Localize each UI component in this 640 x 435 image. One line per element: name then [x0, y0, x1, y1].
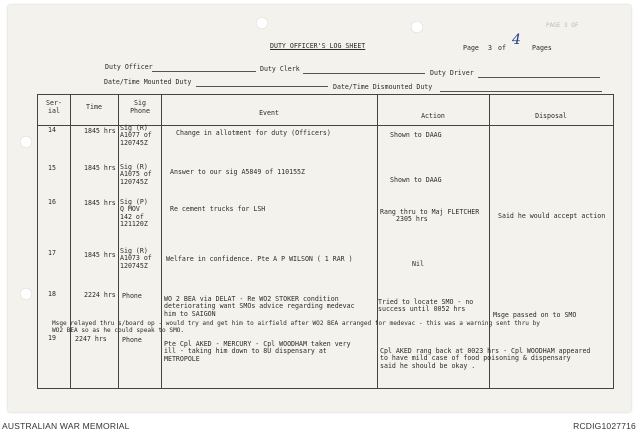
mounted-duty-label: Date/Time Mounted Duty: [104, 78, 192, 86]
duty-driver-label: Duty Driver: [430, 69, 474, 77]
entry-19-serial: 19: [48, 334, 56, 342]
corner-stamp: PAGE 3 OF: [546, 22, 579, 29]
duty-clerk-line: [303, 73, 425, 74]
entry-19-time: 2247 hrs: [75, 335, 107, 343]
entry-19-sig: Phone: [122, 336, 142, 344]
entry-16-sig: Sig (P) Q MOV 142 of 121120Z: [120, 198, 148, 229]
footer-source: AUSTRALIAN WAR MEMORIAL: [2, 421, 130, 431]
column-header-action: Action: [421, 112, 445, 120]
entry-15-sig: Sig (R) A1075 of 120745Z: [120, 163, 152, 186]
entry-16-time: 1845 hrs: [84, 199, 116, 207]
column-header-event: Event: [259, 109, 279, 117]
entry-14-time: 1845 hrs: [84, 127, 116, 135]
entry-18-action: Tried to locate SMO - no success until 0052 hrs: [378, 298, 474, 314]
entry-19-action: Cpl AKED rang back at 0023 hrs - Cpl WOODHAM appeared to have mild case of food poisoning & dispensary said he should be okay .: [380, 347, 591, 370]
punch-hole-top-left: [256, 17, 268, 29]
duty-driver-line: [478, 77, 600, 78]
page-number: 3: [488, 44, 492, 52]
entry-14-serial: 14: [48, 126, 56, 134]
punch-hole-side-upper: [20, 136, 32, 148]
entry-17-event: Welfare in confidence. Pte A P WILSON ( 1 RAR ): [166, 255, 353, 263]
entry-15-time: 1845 hrs: [84, 164, 116, 172]
page-label: Page: [463, 44, 479, 52]
entry-17-serial: 17: [48, 249, 56, 257]
punch-hole-side-lower: [20, 288, 32, 300]
entry-17-sig: Sig (R) A1073 of 120745Z: [120, 247, 152, 270]
overflow-remark-line-1: Msge relayed thru s/board op - would try and get him to airfield after WO2 BEA arranged for medevac - this was a warning sent thru by: [52, 320, 540, 327]
dismounted-duty-label: Date/Time Dismounted Duty: [333, 83, 433, 91]
of-label: of: [498, 44, 506, 52]
entry-18-event: WO 2 BEA via DELAT - Re WO2 STOKER condition deteriorating want SMOs advice regarding medevac him to SAIGON: [164, 295, 355, 318]
entry-16-action: Rang thru to Maj FLETCHER 2305 hrs: [380, 208, 480, 224]
column-header-serial: Ser- ial: [46, 99, 62, 115]
entry-14-action: Shown to DAAG: [390, 131, 442, 139]
entry-18-disposal: Msge passed on to SMO: [493, 311, 577, 319]
column-header-time: Time: [86, 103, 102, 111]
page-total: 4: [512, 32, 521, 48]
mounted-duty-line: [196, 86, 328, 87]
entry-14-event: Change in allotment for duty (Officers): [176, 129, 331, 137]
duty-clerk-label: Duty Clerk: [260, 65, 300, 73]
column-header-sig-phone: Sig Phone: [130, 99, 150, 115]
pages-label: Pages: [532, 44, 552, 52]
entry-15-serial: 15: [48, 164, 56, 172]
entry-18-time: 2224 hrs: [84, 291, 116, 299]
entry-17-time: 1845 hrs: [84, 251, 116, 259]
entry-19-event: Pte Cpl AKED - MERCURY - Cpl WOODHAM taken very ill - taking him down to 8U dispensary at METROPOLE: [164, 340, 351, 363]
entry-15-action: Shown to DAAG: [390, 176, 442, 184]
column-header-disposal: Disposal: [535, 112, 567, 120]
entry-15-event: Answer to our sig A5849 of 110155Z: [170, 168, 305, 176]
entry-16-event: Re cement trucks for LSH: [170, 205, 266, 213]
duty-officer-line: [152, 71, 256, 72]
overflow-remark-line-2: WO2 BEA so as he could speak to SMO.: [52, 327, 185, 334]
dismounted-duty-line: [440, 91, 602, 92]
entry-16-disposal: Said he would accept action: [498, 212, 606, 220]
entry-18-sig: Phone: [122, 292, 142, 300]
duty-officer-label: Duty Officer: [105, 63, 153, 71]
sheet-title: DUTY OFFICER'S LOG SHEET: [270, 42, 366, 50]
entry-16-serial: 16: [48, 198, 56, 206]
entry-14-sig: Sig (R) A1077 of 120745Z: [120, 124, 152, 147]
footer-record-id: RCDIG1027716: [573, 421, 636, 431]
entry-18-serial: 18: [48, 290, 56, 298]
entry-17-action: Nil: [412, 260, 424, 268]
punch-hole-top-right: [411, 21, 423, 33]
